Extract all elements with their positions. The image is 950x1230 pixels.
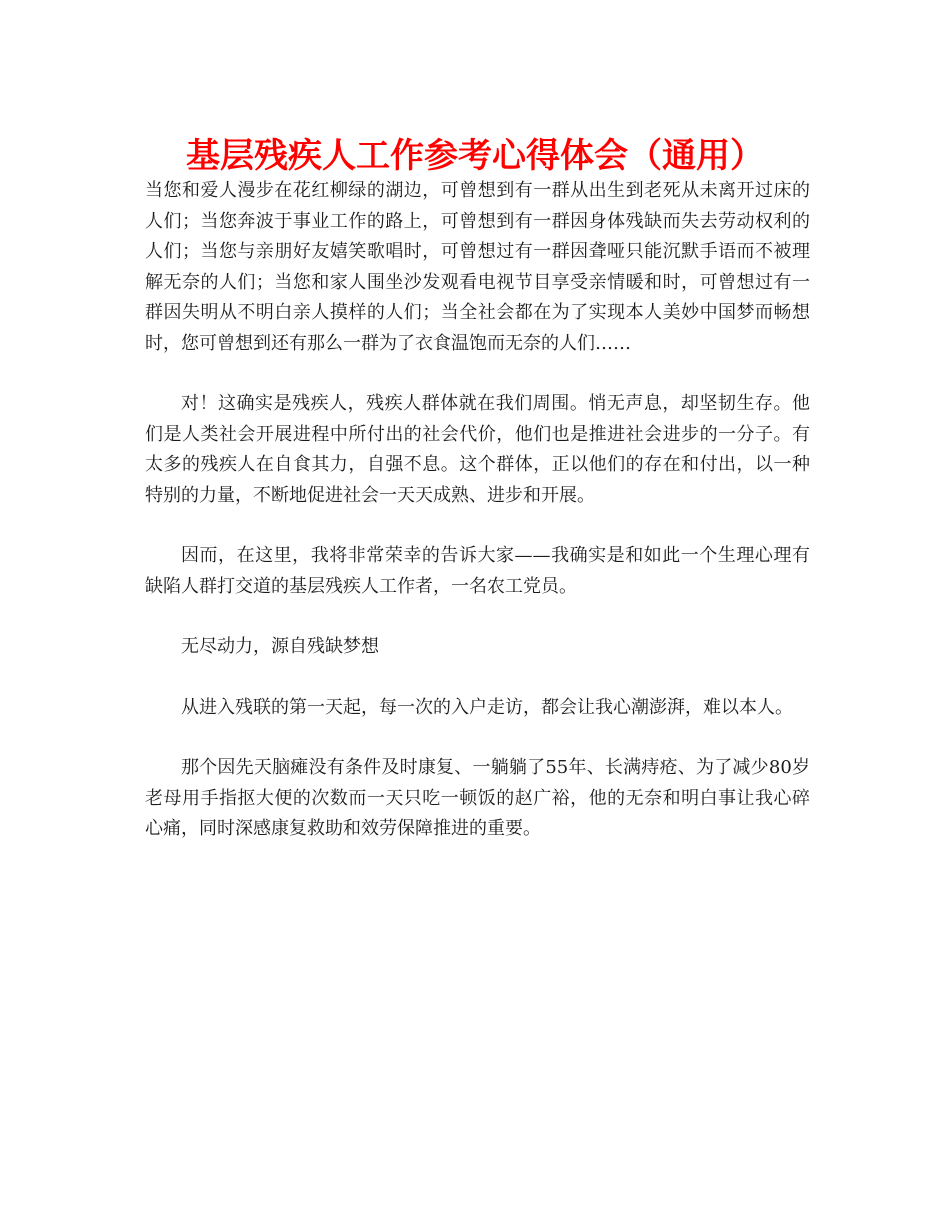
- document-body: [145, 176, 810, 875]
- document-title: 基层残疾人工作参考心得体会（通用）: [186, 136, 764, 176]
- paragraph-intro: 当您和爱人漫步在花红柳绿的湖边，可曾想到有一群从出生到老死从未离开过床的人们；当您奔波于事业工作的路上，可曾想到有一群因身体残缺而失去劳动权利的人们；当您与亲朋好友嬉笑歌唱时，可曾想过有一群因聋哑只能沉默手语而不被理解无奈的人们；当您和家人围坐沙发观看电视节目享受亲情暖和时，可曾想过有一群因失明从不明白亲人摸样的人们；当全社会都在为了实现本人美妙中国梦而畅想时，您可曾想到还有那么一群为了衣食温饱而无奈的人们……: [145, 180, 810, 354]
- paragraph-story: 那个因先天脑瘫没有条件及时康复、一躺躺了55年、长满痔疮、为了减少80岁老母用手指抠大便的次数而一天只吃一顿饭的赵广裕，他的无奈和明白事让我心碎心痛，同时深感康复救助和效劳保障推进的重要。: [145, 757, 810, 839]
- paragraph-disabled-group: 对！这确实是残疾人，残疾人群体就在我们周围。悄无声息，却坚韧生存。他们是人类社会开展进程中所付出的社会代价，他们也是推进社会进步的一分子。有太多的残疾人在自食其力，自强不息。这个群体，正以他们的存在和付出，以一种特别的力量，不断地促进社会一天天成熟、进步和开展。: [145, 393, 810, 506]
- section-heading: 无尽动力，源自残缺梦想: [181, 636, 379, 657]
- paragraph-first-day: 从进入残联的第一天起，每一次的入户走访，都会让我心潮澎湃，难以本人。: [181, 696, 793, 718]
- paragraph-self-introduction: 因而，在这里，我将非常荣幸的告诉大家——我确实是和如此一个生理心理有缺陷人群打交道的基层残疾人工作者，一名农工党员。: [145, 545, 810, 597]
